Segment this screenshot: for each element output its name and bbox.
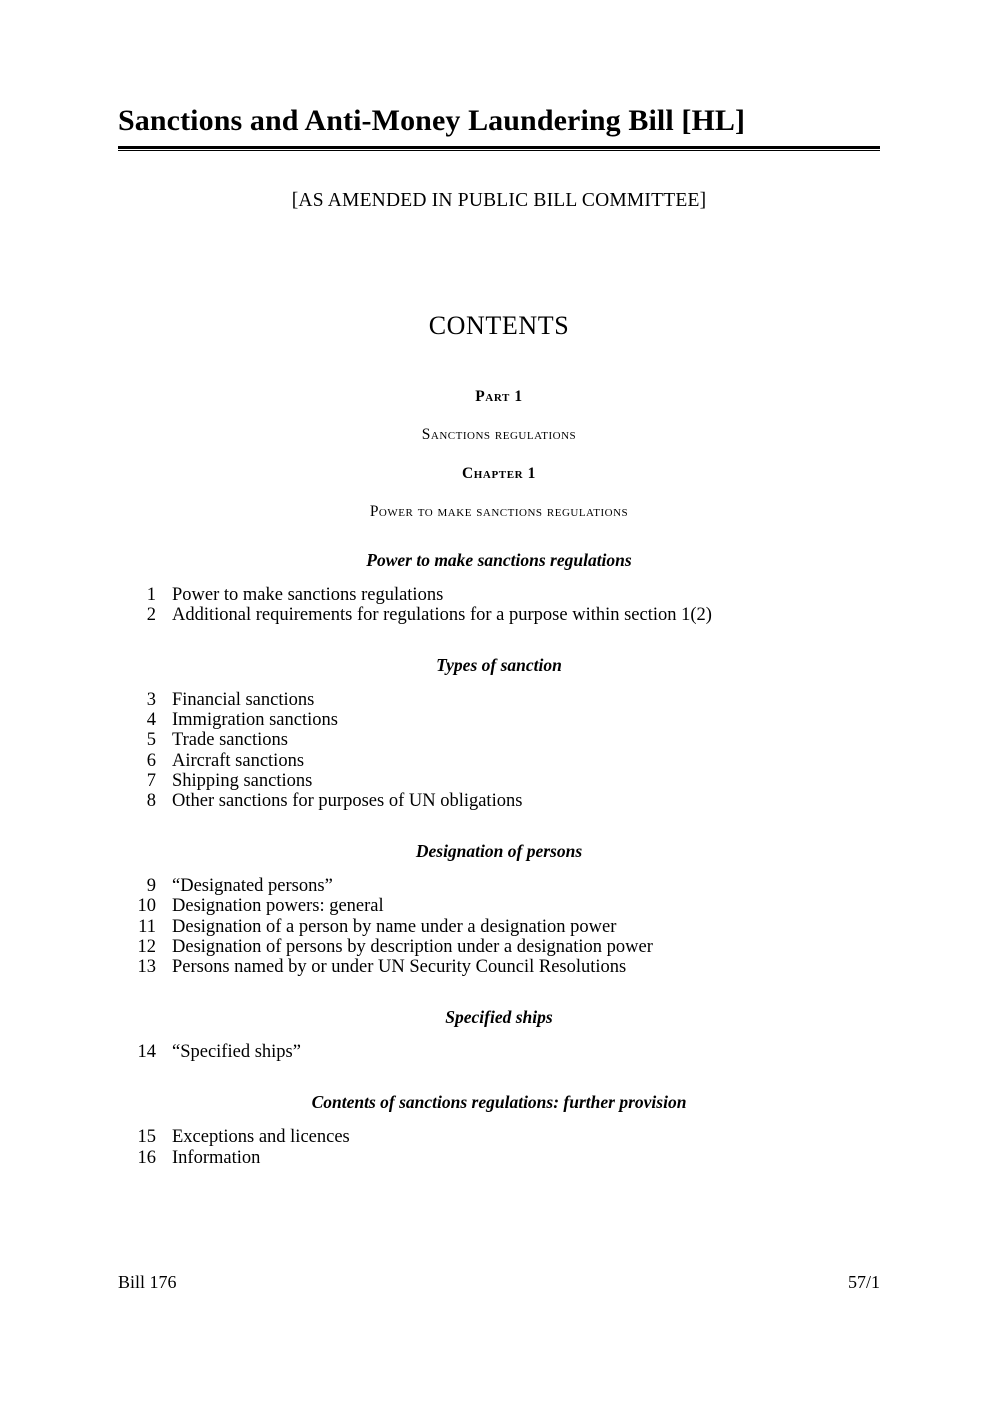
toc-entry-label: Information	[172, 1147, 261, 1168]
toc-group	[118, 550, 880, 625]
part-heading: Part 1	[475, 387, 523, 405]
toc-entry-label: “Specified ships”	[172, 1042, 301, 1063]
toc-entry-number: 7	[146, 770, 156, 791]
page-content	[118, 0, 880, 1403]
toc-entry[interactable]	[118, 957, 880, 977]
page-title: Sanctions and Anti-Money Laundering Bill [HL]	[118, 104, 746, 137]
toc-entry-number: 14	[137, 1042, 156, 1063]
toc-entry[interactable]	[118, 937, 880, 957]
toc-group	[118, 977, 880, 1062]
toc-entry-label: Shipping sanctions	[172, 770, 313, 791]
toc-entry-label: Power to make sanctions regulations	[172, 584, 444, 605]
toc-entry[interactable]	[118, 917, 880, 937]
amendment-note: [AS AMENDED IN PUBLIC BILL COMMITTEE]	[291, 189, 707, 211]
toc-entry-number: 2	[146, 604, 156, 625]
toc-entry-number: 8	[146, 790, 156, 811]
toc-entry-number: 1	[146, 584, 156, 605]
toc-entry-number: 9	[146, 876, 156, 897]
toc-group-heading: Specified ships	[445, 1007, 553, 1028]
toc-entry-label: Persons named by or under UN Security Council Resolutions	[172, 956, 627, 977]
toc-entry[interactable]	[118, 605, 880, 625]
toc-entry[interactable]	[118, 751, 880, 771]
toc-entry-number: 10	[137, 896, 156, 917]
toc-entry-number: 4	[146, 710, 156, 731]
toc-item-list	[118, 571, 880, 625]
toc-group-heading: Designation of persons	[415, 841, 583, 862]
toc-group-heading: Types of sanction	[436, 654, 562, 675]
toc-entry-label: Immigration sanctions	[172, 710, 338, 731]
toc-entry[interactable]	[118, 1042, 880, 1062]
toc-entry-number: 16	[137, 1147, 156, 1168]
toc-group	[118, 1062, 880, 1167]
toc-entry[interactable]	[118, 710, 880, 730]
toc-entry-label: Designation of persons by description under a designation power	[172, 936, 653, 957]
toc-item-list	[118, 1028, 880, 1062]
footer-page-reference: 57/1	[847, 1272, 880, 1292]
toc-group	[118, 811, 880, 977]
toc-entry-label: Exceptions and licences	[172, 1127, 350, 1148]
toc-entry-number: 11	[138, 916, 156, 937]
page-footer	[118, 1272, 880, 1293]
toc-entry[interactable]	[118, 1148, 880, 1168]
toc-entry[interactable]	[118, 771, 880, 791]
toc-entry-number: 6	[146, 750, 156, 771]
toc-entry-label: Designation of a person by name under a designation power	[172, 916, 617, 937]
toc-entry[interactable]	[118, 896, 880, 916]
toc-entry-label: Trade sanctions	[172, 730, 288, 751]
toc-item-list	[118, 1113, 880, 1167]
toc-entry-number: 13	[137, 956, 156, 977]
footer-bill-number: Bill 176	[118, 1272, 177, 1292]
part-subheading: Sanctions regulations	[421, 425, 577, 443]
toc-entry[interactable]	[118, 876, 880, 896]
toc-group-heading: Power to make sanctions regulations	[366, 549, 632, 570]
toc-entry-number: 5	[146, 730, 156, 751]
chapter-heading: Chapter 1	[461, 464, 537, 482]
toc-entry-label: Aircraft sanctions	[172, 750, 305, 771]
toc-entry-label: Designation powers: general	[172, 896, 384, 917]
toc-entry-number: 12	[137, 936, 156, 957]
toc-entry-number: 15	[137, 1127, 156, 1148]
toc-entry-number: 3	[146, 689, 156, 710]
toc-entry-label: Other sanctions for purposes of UN obligations	[172, 790, 523, 811]
toc-group-heading: Contents of sanctions regulations: further provision	[311, 1092, 687, 1113]
table-of-contents	[118, 521, 880, 1168]
toc-entry-label: “Designated persons”	[172, 876, 333, 897]
toc-entry-label: Financial sanctions	[172, 689, 315, 710]
contents-heading: CONTENTS	[428, 310, 570, 340]
toc-item-list	[118, 862, 880, 977]
toc-entry[interactable]	[118, 1127, 880, 1147]
toc-entry[interactable]	[118, 730, 880, 750]
toc-entry[interactable]	[118, 585, 880, 605]
toc-entry[interactable]	[118, 791, 880, 811]
toc-item-list	[118, 676, 880, 811]
chapter-subheading: Power to make sanctions regulations	[369, 502, 629, 520]
toc-entry-label: Additional requirements for regulations for a purpose within section 1(2)	[172, 604, 712, 625]
toc-group	[118, 625, 880, 811]
toc-entry[interactable]	[118, 690, 880, 710]
